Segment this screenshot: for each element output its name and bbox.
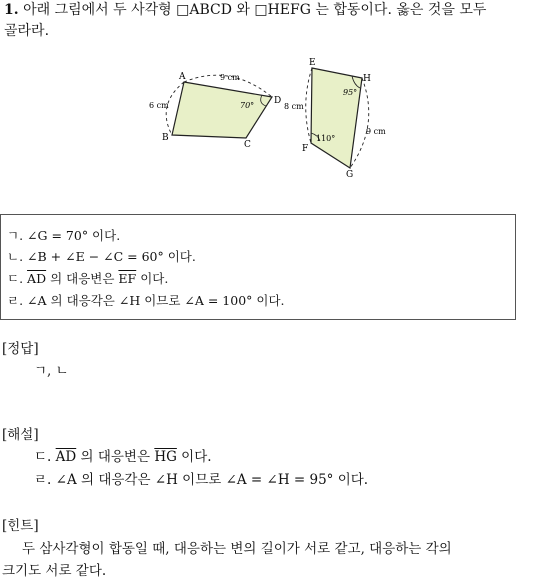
- question-number: 1.: [4, 2, 19, 18]
- option-3-seg1: $\overline{AD}$: [27, 271, 47, 286]
- answer-label: [정답]: [2, 341, 39, 357]
- option-3-seg2: $\overline{EF}$: [118, 271, 137, 286]
- question-text-1: 아래 그림에서 두 사각형 □ABCD 와 □HEFG 는 합동이다. 옳은 것을 모두: [23, 2, 487, 18]
- explanation-2-prefix: ㄹ.: [34, 472, 52, 488]
- explanation-1-prefix: ㄷ.: [34, 449, 52, 465]
- hint-line-1: 두 삼사각형이 합동일 때, 대응하는 변의 길이가 서로 같고, 대응하는 각의: [22, 541, 452, 557]
- measure-hg: 9 cm: [366, 127, 386, 136]
- label-e: E: [309, 58, 316, 68]
- measure-ad: 9 cm: [220, 73, 240, 82]
- measure-angle-h: 95°: [343, 88, 358, 97]
- measure-angle-f: 110°: [316, 134, 336, 143]
- measure-ab: 6 cm: [149, 101, 169, 110]
- label-g: G: [346, 170, 354, 180]
- label-b: B: [162, 133, 169, 143]
- option-1-prefix: ㄱ.: [7, 228, 24, 243]
- option-4-text: ∠A 의 대응각은 ∠H 이므로 ∠A = 100° 이다.: [27, 293, 285, 308]
- label-d: D: [274, 96, 282, 106]
- label-c: C: [244, 140, 251, 150]
- explanation-1-end: 이다.: [176, 449, 212, 465]
- option-3-mid: 의 대응변은: [46, 271, 119, 286]
- quadrilaterals-figure: [140, 55, 400, 185]
- option-4-prefix: ㄹ.: [7, 293, 24, 308]
- option-3-prefix: ㄷ.: [7, 271, 24, 286]
- quad-abcd: [172, 82, 272, 138]
- label-f: F: [302, 144, 309, 154]
- explanation-line-2: [34, 471, 368, 489]
- hint-line-2: 크기도 서로 같다.: [2, 563, 107, 579]
- option-1-text: ∠G = 70° 이다.: [27, 228, 121, 243]
- options-box: [0, 214, 516, 320]
- hint-label: [힌트]: [2, 518, 39, 534]
- label-a: A: [179, 72, 186, 82]
- option-3-end: 이다.: [136, 271, 169, 286]
- measure-ef: 8 cm: [284, 102, 304, 111]
- explanation-1-seg1: $\overline{AD}$: [55, 449, 77, 465]
- measure-angle-d: 70°: [240, 101, 255, 110]
- option-1: [7, 228, 120, 244]
- explanation-2-text: ∠A 의 대응각은 ∠H 이므로 ∠A = ∠H = 95° 이다.: [55, 472, 369, 488]
- option-4: [7, 293, 285, 309]
- explanation-label: [해설]: [2, 427, 39, 443]
- explanation-line-1: [34, 448, 212, 466]
- question-line-1: [4, 1, 486, 19]
- option-2: [7, 249, 196, 265]
- answer-text: ㄱ, ㄴ: [34, 363, 69, 379]
- question-line-2: 골라라.: [4, 23, 50, 39]
- label-h: H: [363, 74, 371, 84]
- explanation-1-mid: 의 대응변은: [76, 449, 155, 465]
- option-2-text: ∠B + ∠E − ∠C = 60° 이다.: [27, 249, 196, 264]
- explanation-1-seg2: $\overline{HG}$: [154, 449, 177, 465]
- option-3: [7, 271, 168, 287]
- option-2-prefix: ㄴ.: [7, 249, 24, 264]
